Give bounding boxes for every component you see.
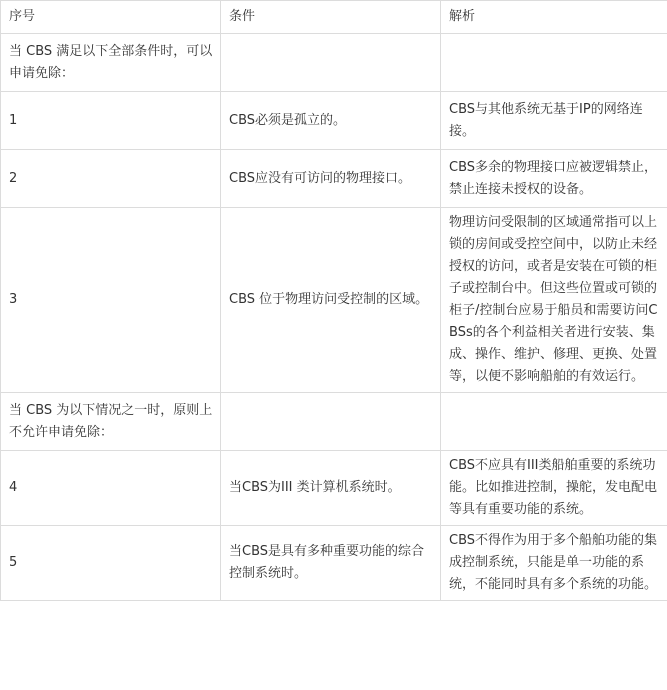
table-row: [1, 92, 667, 150]
row-condition: CBS 位于物理访问受控制的区域。: [221, 208, 441, 393]
row-analysis: 物理访问受限制的区域通常指可以上锁的房间或受控空间中，以防止未经授权的访问，或者是安装在可锁的柜子或控制台中。但这些位置或可锁的柜子/控制台应易于船员和需要访问CBSs的各个利益相关者进行安装、集成、操作、维护、修理、更换、处置等，以便不影响船舶的有效运行。: [441, 208, 667, 393]
section-row: [1, 393, 667, 451]
empty-cell: [441, 393, 667, 451]
header-row: [1, 1, 667, 34]
table-row: [1, 526, 667, 601]
row-number: 5: [1, 526, 221, 601]
section-title: 当 CBS 为以下情况之一时，原则上不允许申请免除：: [1, 393, 221, 451]
row-number: 2: [1, 150, 221, 208]
section-title: 当 CBS 满足以下全部条件时，可以申请免除：: [1, 34, 221, 92]
table-row: [1, 150, 667, 208]
empty-cell: [221, 393, 441, 451]
row-analysis: CBS不得作为用于多个船舶功能的集成控制系统，只能是单一功能的系统，不能同时具有多个系统的功能。: [441, 526, 667, 601]
row-condition: CBS必须是孤立的。: [221, 92, 441, 150]
section-row: [1, 34, 667, 92]
row-analysis: CBS与其他系统无基于IP的网络连接。: [441, 92, 667, 150]
row-analysis: CBS多余的物理接口应被逻辑禁止，禁止连接未授权的设备。: [441, 150, 667, 208]
row-number: 1: [1, 92, 221, 150]
table-row: [1, 451, 667, 526]
table-row: [1, 208, 667, 393]
row-analysis: CBS不应具有III类船舶重要的系统功能。比如推进控制，操舵，发电配电等具有重要功能的系统。: [441, 451, 667, 526]
empty-cell: [221, 34, 441, 92]
header-number: 序号: [1, 1, 221, 34]
row-number: 4: [1, 451, 221, 526]
row-condition: 当CBS是具有多种重要功能的综合控制系统时。: [221, 526, 441, 601]
row-condition: CBS应没有可访问的物理接口。: [221, 150, 441, 208]
header-analysis: 解析: [441, 1, 667, 34]
row-condition: 当CBS为III 类计算机系统时。: [221, 451, 441, 526]
header-condition: 条件: [221, 1, 441, 34]
row-number: 3: [1, 208, 221, 393]
empty-cell: [441, 34, 667, 92]
